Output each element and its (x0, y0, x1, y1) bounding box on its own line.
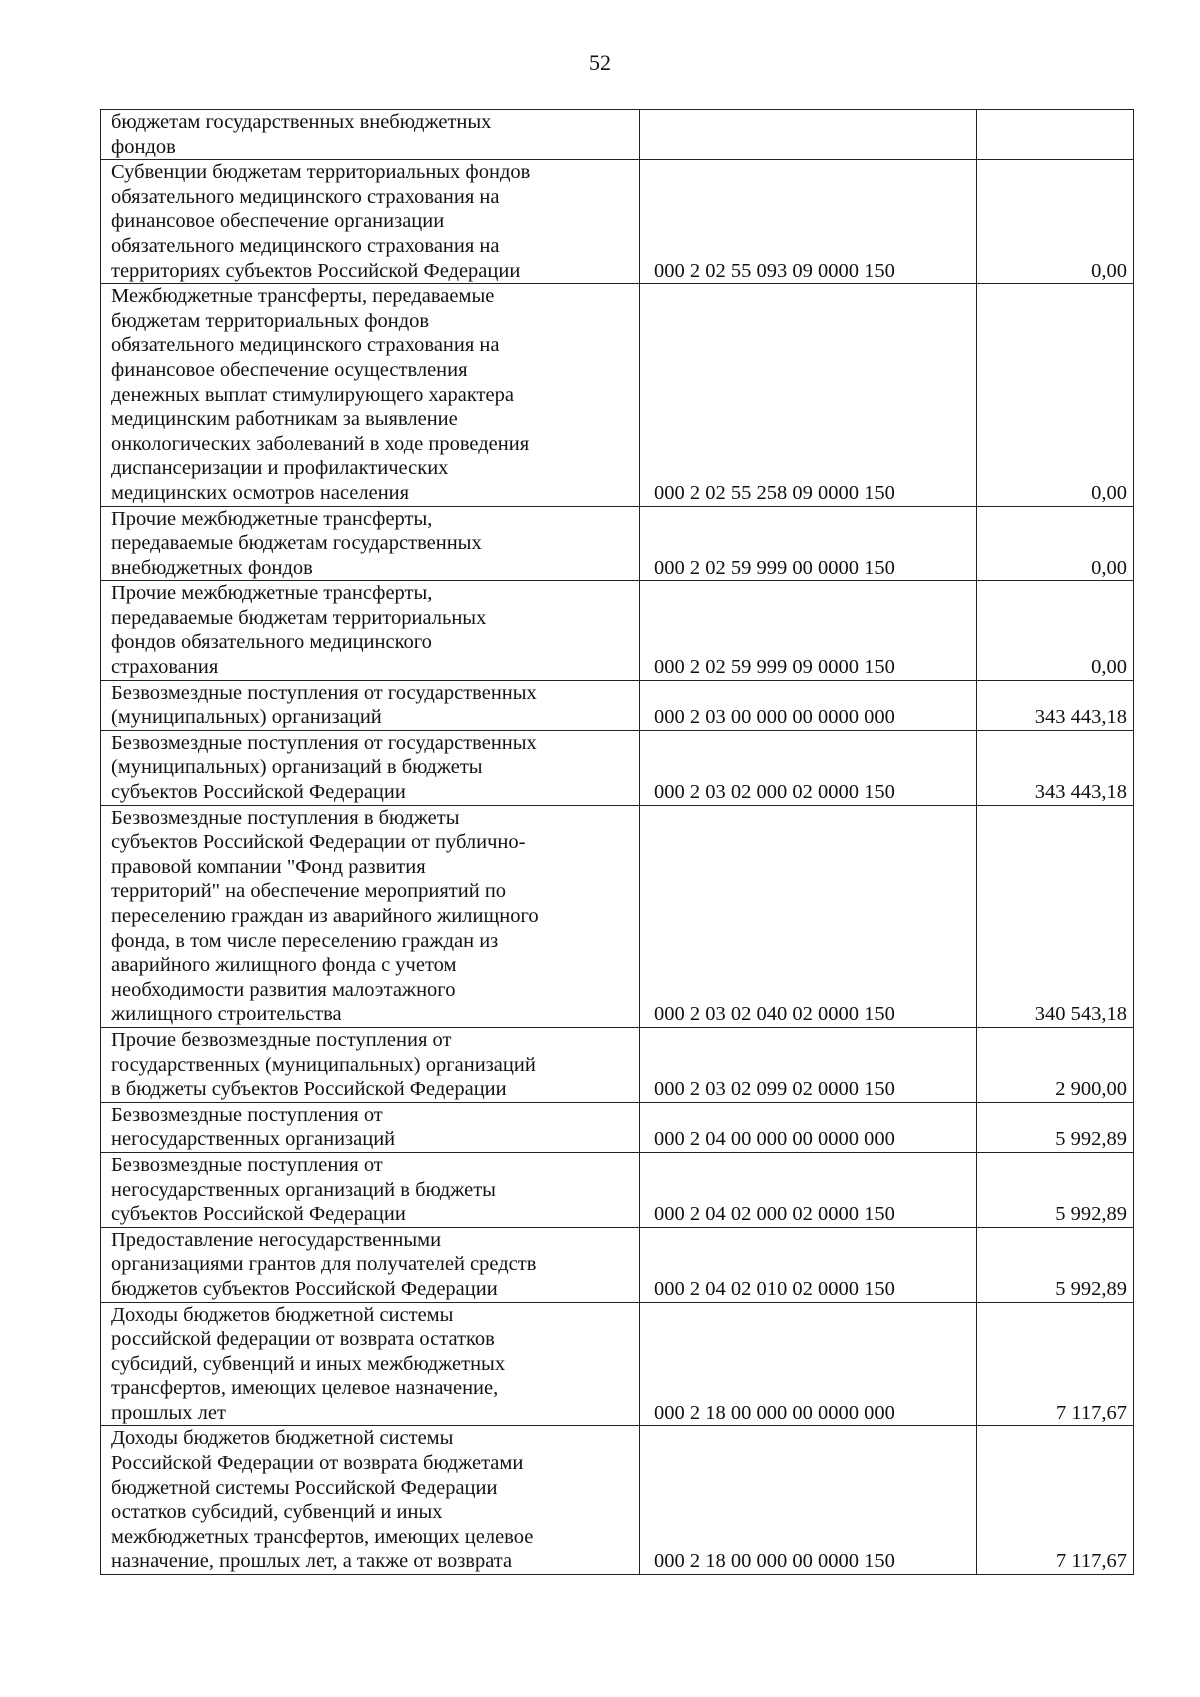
row-amount: 0,00 (977, 160, 1134, 284)
row-budget-code: 000 2 03 02 099 02 0000 150 (640, 1027, 977, 1102)
table-row (101, 730, 1134, 805)
row-budget-code: 000 2 02 55 093 09 0000 150 (640, 160, 977, 284)
row-budget-code: 000 2 04 02 000 02 0000 150 (640, 1152, 977, 1227)
row-description: Безвозмездные поступления от негосударственных организаций (101, 1102, 640, 1152)
row-budget-code: 000 2 18 00 000 00 0000 000 (640, 1302, 977, 1426)
row-amount: 0,00 (977, 284, 1134, 506)
row-amount: 7 117,67 (977, 1302, 1134, 1426)
page-number: 52 (589, 50, 611, 75)
row-description: Прочие межбюджетные трансферты, передаваемые бюджетам территориальных фондов обязательного медицинского страхования (101, 581, 640, 680)
row-description: Безвозмездные поступления от государственных (муниципальных) организаций (101, 680, 640, 730)
row-description: Доходы бюджетов бюджетной системы российской федерации от возврата остатков субсидий, субвенций и иных межбюджетных трансфертов, имеющих целевое назначение, прошлых лет (101, 1302, 640, 1426)
row-description: Предоставление негосударственными организациями грантов для получателей средств бюджетов субъектов Российской Федерации (101, 1227, 640, 1302)
row-amount: 5 992,89 (977, 1227, 1134, 1302)
row-amount: 340 543,18 (977, 805, 1134, 1027)
row-description: Субвенции бюджетам территориальных фондов обязательного медицинского страхования на финансовое обеспечение организации обязательного медицинского страхования на территориях субъектов Российской Федерации (101, 160, 640, 284)
row-description: Межбюджетные трансферты, передаваемые бюджетам территориальных фондов обязательного медицинского страхования на финансовое обеспечение осуществления денежных выплат стимулирующего характера медицинским работникам за выявление онкологических заболеваний в ходе проведения диспансеризации и профилактических медицинских осмотров населения (101, 284, 640, 506)
table-row (101, 680, 1134, 730)
row-amount: 5 992,89 (977, 1152, 1134, 1227)
table-row (101, 1227, 1134, 1302)
table-row (101, 160, 1134, 284)
row-description: Безвозмездные поступления от государственных (муниципальных) организаций в бюджеты субъектов Российской Федерации (101, 730, 640, 805)
row-budget-code: 000 2 04 02 010 02 0000 150 (640, 1227, 977, 1302)
row-description: Прочие безвозмездные поступления от государственных (муниципальных) организаций в бюджеты субъектов Российской Федерации (101, 1027, 640, 1102)
table-row (101, 506, 1134, 581)
table-row (101, 1426, 1134, 1575)
table-row (101, 110, 1134, 160)
table-row (101, 1152, 1134, 1227)
table-row (101, 1027, 1134, 1102)
table-row (101, 805, 1134, 1027)
budget-revenue-table (100, 109, 1134, 1575)
row-budget-code: 000 2 04 00 000 00 0000 000 (640, 1102, 977, 1152)
row-budget-code: 000 2 02 59 999 00 0000 150 (640, 506, 977, 581)
row-amount: 343 443,18 (977, 730, 1134, 805)
row-budget-code (640, 110, 977, 160)
row-amount: 2 900,00 (977, 1027, 1134, 1102)
row-budget-code: 000 2 03 02 000 02 0000 150 (640, 730, 977, 805)
row-budget-code: 000 2 18 00 000 00 0000 150 (640, 1426, 977, 1575)
row-description: бюджетам государственных внебюджетных фондов (101, 110, 640, 160)
row-budget-code: 000 2 03 00 000 00 0000 000 (640, 680, 977, 730)
row-description: Прочие межбюджетные трансферты, передаваемые бюджетам государственных внебюджетных фондов (101, 506, 640, 581)
table-row (101, 1302, 1134, 1426)
row-amount: 7 117,67 (977, 1426, 1134, 1575)
row-budget-code: 000 2 03 02 040 02 0000 150 (640, 805, 977, 1027)
table-body (101, 110, 1134, 1575)
row-budget-code: 000 2 02 55 258 09 0000 150 (640, 284, 977, 506)
row-amount (977, 110, 1134, 160)
row-budget-code: 000 2 02 59 999 09 0000 150 (640, 581, 977, 680)
row-description: Безвозмездные поступления от негосударственных организаций в бюджеты субъектов Российской Федерации (101, 1152, 640, 1227)
row-amount: 0,00 (977, 581, 1134, 680)
row-description: Безвозмездные поступления в бюджеты субъектов Российской Федерации от публично- правовой компании "Фонд развития территорий" на обеспечение мероприятий по переселению граждан из аварийного жилищного фонда, в том числе переселению граждан из аварийного жилищного фонда с учетом необходимости развития малоэтажного жилищного строительства (101, 805, 640, 1027)
table-row (101, 284, 1134, 506)
row-amount: 0,00 (977, 506, 1134, 581)
row-amount: 343 443,18 (977, 680, 1134, 730)
table-row (101, 1102, 1134, 1152)
row-amount: 5 992,89 (977, 1102, 1134, 1152)
table-row (101, 581, 1134, 680)
row-description: Доходы бюджетов бюджетной системы Российской Федерации от возврата бюджетами бюджетной системы Российской Федерации остатков субсидий, субвенций и иных межбюджетных трансфертов, имеющих целевое назначение, прошлых лет, а также от возврата (101, 1426, 640, 1575)
